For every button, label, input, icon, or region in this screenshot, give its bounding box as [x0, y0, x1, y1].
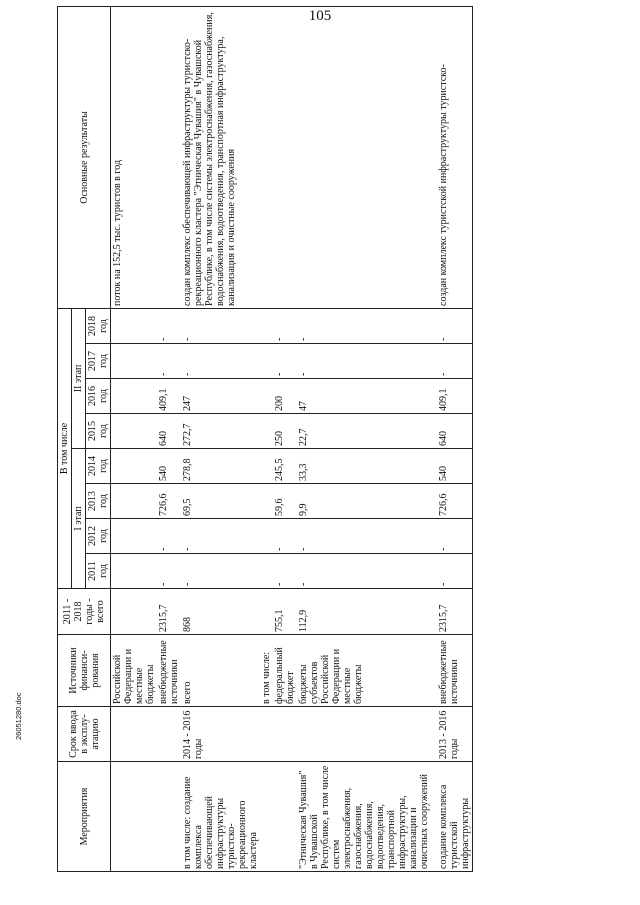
- cell-result: [297, 6, 431, 308]
- cell-2018: -: [181, 308, 260, 343]
- cell-2015: 272,7: [181, 414, 260, 449]
- cell-measure: [260, 762, 273, 872]
- cell-term: [297, 707, 431, 762]
- cell-2015: 22,7: [297, 414, 431, 449]
- header-results: Основные результаты: [58, 6, 111, 308]
- cell-2018: -: [437, 308, 473, 343]
- header-year: 2013 год: [86, 484, 111, 519]
- cell-2015: 640: [157, 414, 181, 449]
- table-row: [181, 6, 260, 871]
- cell-2011: -: [157, 554, 181, 589]
- cell-2017: [111, 344, 158, 379]
- cell-2013: 726,6: [157, 484, 181, 519]
- cell-2013: [111, 484, 158, 519]
- cell-2013: 69,5: [181, 484, 260, 519]
- cell-2013: 59,6: [273, 484, 297, 519]
- cell-2018: -: [297, 308, 431, 343]
- cell-source: внебюджетные источники: [437, 635, 473, 707]
- cell-2017: -: [297, 344, 431, 379]
- cell-measure: [157, 762, 181, 872]
- table-row: [111, 6, 158, 871]
- header-year: 2015 год: [86, 414, 111, 449]
- cell-2012: [111, 519, 158, 554]
- cell-result: поток на 152,5 тыс. туристов в год: [111, 6, 158, 308]
- cell-measure: "Этническая Чувашия" в Чувашской Республике, в том числе систем электроснабжения, газоснабжения, водоснабжения, водоотведения, транспортной инфраструктуры, канализации и очистных сооружений: [297, 762, 431, 872]
- cell-2011: [260, 554, 273, 589]
- cell-result: [260, 6, 273, 308]
- cell-2014: [111, 449, 158, 484]
- header-year: 2012 год: [86, 519, 111, 554]
- cell-measure: [273, 762, 297, 872]
- header-commissioning: Срок ввода в эксплу-атацию: [58, 707, 111, 762]
- header-year: 2018 год: [86, 308, 111, 343]
- cell-2017: [260, 344, 273, 379]
- cell-2012: -: [157, 519, 181, 554]
- header-year: 2014 год: [86, 449, 111, 484]
- cell-2016: [111, 379, 158, 414]
- cell-source: бюджеты субъектов Российской Федерации и местные бюджеты: [297, 635, 431, 707]
- cell-2015: [260, 414, 273, 449]
- cell-2018: -: [273, 308, 297, 343]
- cell-2014: 33,3: [297, 449, 431, 484]
- cell-total: 2315,7: [437, 589, 473, 635]
- cell-result: создан комплекс туристской инфраструктуры туристско-: [437, 6, 473, 308]
- cell-source: внебюджетные источники: [157, 635, 181, 707]
- cell-2011: -: [297, 554, 431, 589]
- header-sources: Источники финанси-рования: [58, 635, 111, 707]
- cell-term: [260, 707, 273, 762]
- cell-total: 868: [181, 589, 260, 635]
- cell-2016: 409,1: [437, 379, 473, 414]
- cell-source: в том числе:: [260, 635, 273, 707]
- table-row: [157, 6, 181, 871]
- cell-measure: [111, 762, 158, 872]
- cell-source: всего: [181, 635, 260, 707]
- cell-2017: -: [181, 344, 260, 379]
- cell-result: создан комплекс обеспечивающей инфраструктуры туристско-рекреационного кластера "Этническая Чувашия" в Чувашской Республике, в том числе системы электроснабжения, газоснабжения, водоснабжения, водоотведения, транспортная инфраструктура, канализация и очистные сооружения: [181, 6, 260, 308]
- header-stage-2: II этап: [72, 308, 86, 448]
- cell-source: федеральный бюджет: [273, 635, 297, 707]
- cell-term: 2014 - 2016 годы: [181, 707, 260, 762]
- cell-term: [111, 707, 158, 762]
- header-total: 2011 - 2018 годы - всего: [58, 589, 111, 635]
- cell-2016: 47: [297, 379, 431, 414]
- cell-2013: 726,6: [437, 484, 473, 519]
- cell-source: Российской Федерации и местные бюджеты: [111, 635, 158, 707]
- header-including: В том числе: [58, 308, 72, 588]
- cell-2014: [260, 449, 273, 484]
- header-measures: Мероприятия: [58, 762, 111, 872]
- cell-2017: -: [157, 344, 181, 379]
- cell-2016: 409,1: [157, 379, 181, 414]
- header-year: 2017 год: [86, 344, 111, 379]
- cell-2011: -: [273, 554, 297, 589]
- cell-2018: -: [157, 308, 181, 343]
- cell-total: [111, 589, 158, 635]
- table-row: [437, 6, 473, 871]
- cell-2014: 278,8: [181, 449, 260, 484]
- page-number: 105: [308, 8, 332, 24]
- cell-2016: 200: [273, 379, 297, 414]
- cell-2012: [260, 519, 273, 554]
- table-row: [273, 6, 297, 871]
- cell-2015: [111, 414, 158, 449]
- cell-2011: -: [181, 554, 260, 589]
- cell-2011: [111, 554, 158, 589]
- cell-total: 755,1: [273, 589, 297, 635]
- cell-2012: -: [437, 519, 473, 554]
- cell-2016: [260, 379, 273, 414]
- cell-2015: 250: [273, 414, 297, 449]
- cell-2011: -: [437, 554, 473, 589]
- cell-2017: -: [273, 344, 297, 379]
- cell-2012: -: [273, 519, 297, 554]
- cell-2013: 9,9: [297, 484, 431, 519]
- funding-table: [57, 6, 473, 872]
- cell-total: 2315,7: [157, 589, 181, 635]
- header-year: 2011 год: [86, 554, 111, 589]
- cell-2015: 640: [437, 414, 473, 449]
- cell-2012: -: [181, 519, 260, 554]
- footer-filename: 26051280.doc: [14, 692, 23, 740]
- table-row: [260, 6, 273, 871]
- cell-2017: -: [437, 344, 473, 379]
- cell-measure: создание комплекса туристской инфраструктуры: [437, 762, 473, 872]
- cell-2016: 247: [181, 379, 260, 414]
- cell-term: [273, 707, 297, 762]
- cell-term: 2013 - 2016 годы: [437, 707, 473, 762]
- cell-2018: [260, 308, 273, 343]
- cell-total: 112,9: [297, 589, 431, 635]
- cell-result: [273, 6, 297, 308]
- cell-term: [157, 707, 181, 762]
- cell-2014: 540: [157, 449, 181, 484]
- cell-total: [260, 589, 273, 635]
- cell-measure: в том числе: создание комплекса обеспечивающей инфраструктуры туристско-рекреационного кластера: [181, 762, 260, 872]
- header-year: 2016 год: [86, 379, 111, 414]
- cell-2012: -: [297, 519, 431, 554]
- cell-2018: [111, 308, 158, 343]
- header-stage-1: I этап: [72, 449, 86, 589]
- cell-2013: [260, 484, 273, 519]
- cell-result: [157, 6, 181, 308]
- cell-2014: 540: [437, 449, 473, 484]
- table-row: [297, 6, 431, 871]
- cell-2014: 245,5: [273, 449, 297, 484]
